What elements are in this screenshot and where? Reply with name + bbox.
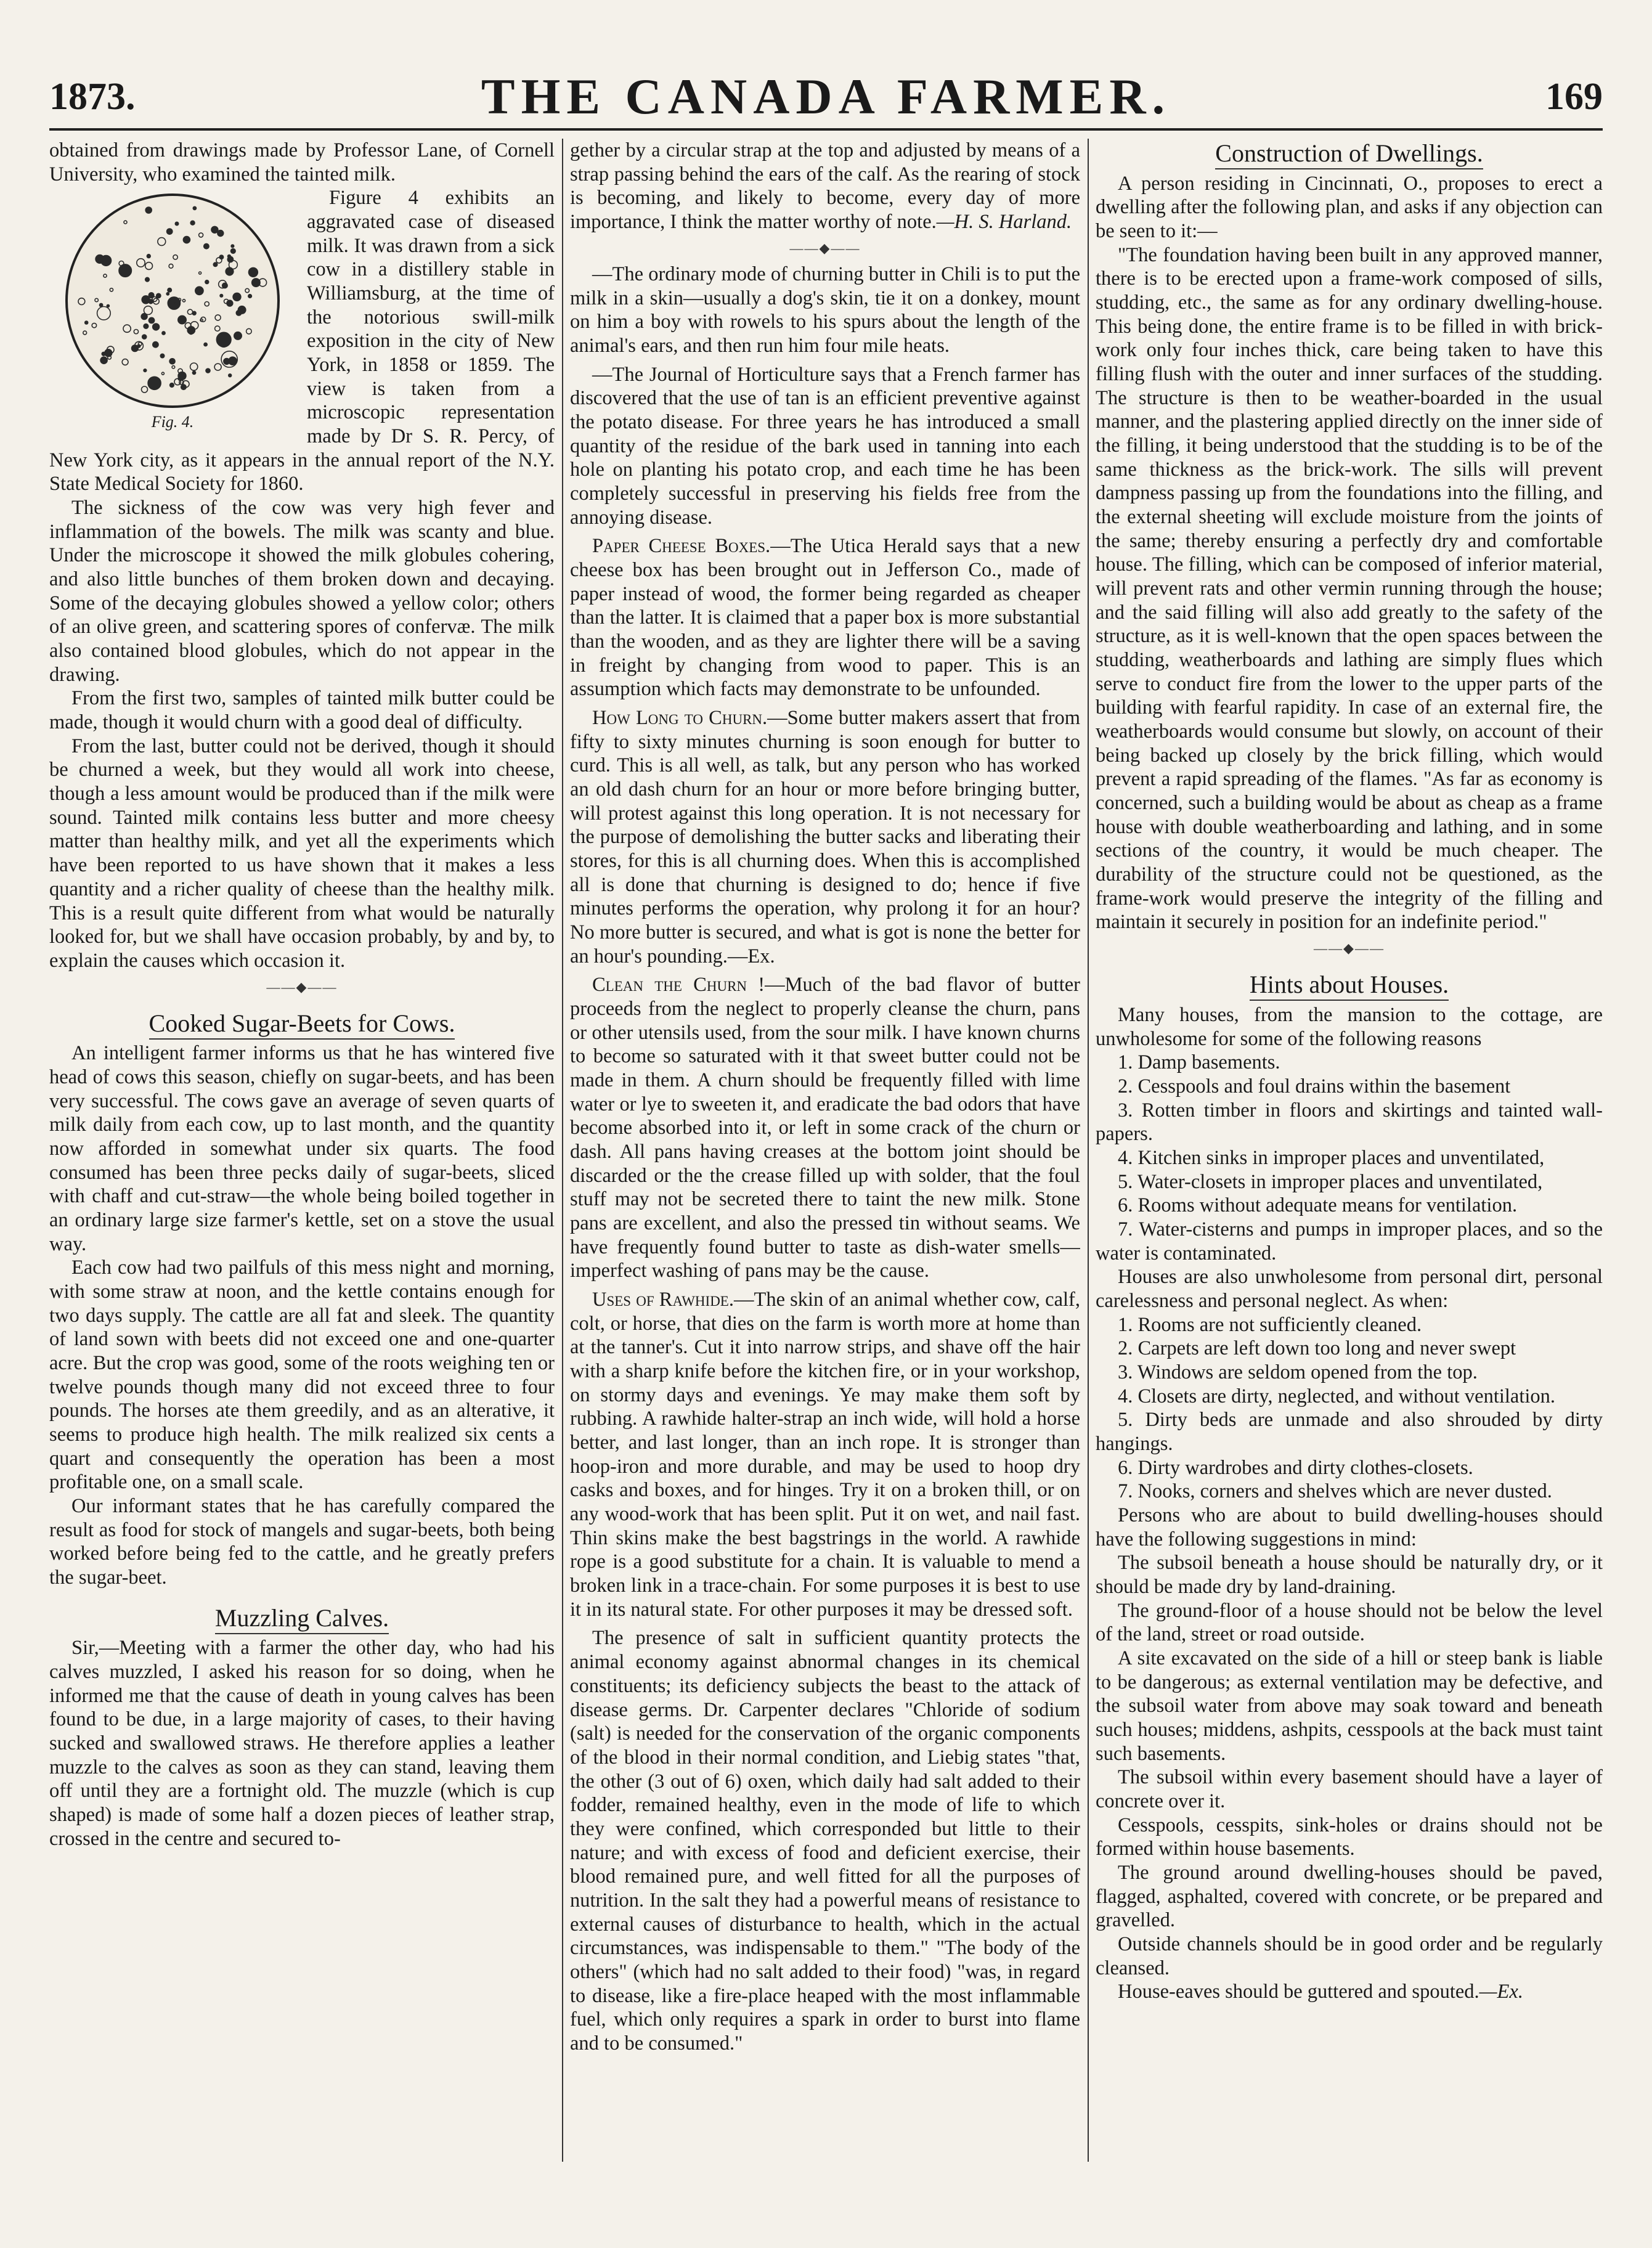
paragraph: The subsoil beneath a house should be naturally dry, or it should be made dry by land-draining. (1096, 1552, 1603, 1598)
paragraph-text: gether by a circular strap at the top and adjusted by means of a strap passing behind the ears of the calf. As the rearing of stock is becoming, and likely to become, every day of more importance, I think the matter worthy of note. (570, 139, 1080, 234)
milk-globule (216, 333, 231, 348)
milk-globule (149, 318, 154, 324)
list-unwholesome-reasons (1096, 1051, 1603, 1265)
paragraph: —The ordinary mode of churning butter in Chili is to put the milk in a skin—usually a dog's skin, tie it on a donkey, mount on him a boy with rowels to his spurs about the length of the animal's ears, and then run him four mile heats. (570, 263, 1080, 357)
milk-globule (211, 227, 218, 234)
paragraph: The sickness of the cow was very high fever and inflammation of the bowels. The milk was scanty and blue. Under the microscope it showed the milk globules cohering, and also little bunches of them broken down and decaying. Some of the decaying globules showed a yellow color; others of an olive green, and scattering spores of confervæ. The milk also contained blood globules, which do not appear in the drawing. (49, 497, 555, 686)
paragraph: Outside channels should be in good order and be regularly cleansed. (1096, 1933, 1603, 1979)
milk-globule (248, 295, 252, 298)
milk-globule (119, 264, 131, 277)
section-ornament: ——◆—— (266, 979, 338, 995)
milk-globule (157, 294, 161, 298)
column-2 (570, 139, 1080, 2180)
milk-globule (149, 293, 154, 298)
milk-globule (144, 369, 147, 372)
milk-globule (167, 229, 173, 234)
milk-globule (147, 255, 150, 258)
milk-globule (168, 288, 171, 292)
milk-globule (227, 257, 233, 263)
milk-globule (96, 255, 104, 264)
column-3 (1096, 139, 1603, 2180)
paragraph (570, 139, 1080, 234)
milk-globule (142, 335, 147, 339)
milk-globule (234, 332, 242, 340)
list-personal-neglect (1096, 1313, 1603, 1504)
paragraph: Sir,—Meeting with a farmer the other day, who had his calves muzzled, I asked his reason for so doing, when he informed me that the cause of death in young calves has been found to be due, in a large majority of cases, to their having sucked and swallowed straws. He therefore applies a leather muzzle to the calves as soon as they can stand, leaving them off until they are a fortnight old. The muzzle (which is cup shaped) is made of some half a dozen pieces of leather strap, crossed in the centre and secured to- (49, 1637, 555, 1850)
milk-globule (231, 249, 236, 254)
paragraph: —The Journal of Horticulture says that a French farmer has discovered that the use of tan is an efficient preventive against the potato disease. For three years he has introduced a small quantity of the residue of the bark used in tanning into each hole on planting his potato crop, and each time he has been completely successful in preserving his fields free from the annoying disease. (570, 363, 1080, 529)
milk-globule (178, 316, 186, 324)
milk-globule (85, 321, 88, 324)
column-rule (1088, 139, 1089, 2162)
milk-globule (229, 374, 232, 377)
milk-globule (192, 372, 195, 375)
masthead-title: THE CANADA FARMER. (481, 68, 1171, 124)
milk-globule (175, 222, 178, 226)
microscope-drawing (49, 190, 296, 412)
paragraph (570, 1288, 1080, 1621)
milk-globule (205, 280, 209, 284)
paragraph: The presence of salt in sufficient quantity protects the animal economy against abnormal changes in its chemical constituents; its deficiency subjects the beast to the attack of disease germs. Dr. Carpenter declares "Chloride of sodium (salt) is needed for the conservation of the organic components of the blood in their normal condition, and Liebig states "that, the other (3 out of 6) oxen, which daily had salt added to their fodder, remained healthy, even in the mode of life to which they were confined, which corresponded but little to their nature; and with excess of food and deficient exercise, their blood remained pure, and well fitted for all the purposes of nutrition. In the salt they had a powerful means of resistance to external causes of disturbance to health, which in the actual circumstances, was indispensable to them." "The body of the others" (which had no salt added to their food) "was, in regard to disease, like a fire-place heaped with the most inflammable fuel, which only requires a spark in order to burst into flame and to be consumed." (570, 1627, 1080, 2055)
list-item: 6. Dirty wardrobes and dirty clothes-closets. (1118, 1456, 1473, 1479)
paragraph: From the last, butter could not be derived, though it should be churned a week, but they would all work into cheese, though a less amount would be produced than if the milk were sound. Tainted milk contains less butter and more cheesy matter than healthy milk, and yet all the experiments which have been reported to us have shown that it makes a less quantity and a richer quality of cheese than the healthy milk. This is a result quite different from what would be naturally looked for, but we shall have occasion probably, by and by, to explain the causes which occasion it. (49, 735, 555, 972)
milk-globule (148, 377, 161, 390)
milk-globule (170, 299, 176, 304)
paragraph: An intelligent farmer informs us that he has wintered five head of cows this season, chiefly on sugar-beets, and has been very successful. The cows gave an average of seven quarts of milk daily from each cow, up to last month, and the quantity now afforded in somewhat under six quarts. The food consumed has been three pecks daily of sugar-beets, sliced with chaff and cut-straw—the whole being boiled together in an ordinary large size farmer's kettle, set on a stove the usual way. (49, 1042, 555, 1255)
paragraph (570, 973, 1080, 1283)
milk-globule (204, 343, 207, 346)
heading-text: Hints about Houses. (1250, 971, 1449, 1001)
milk-globule (252, 279, 260, 287)
milk-globule (145, 207, 152, 213)
milk-globule (102, 352, 105, 356)
header-rule (49, 128, 1603, 131)
paragraph: Cesspools, cesspits, sink-holes or drains should not be formed within house basements. (1096, 1814, 1603, 1860)
paragraph: The ground-floor of a house should not be below the level of the land, street or road outside. (1096, 1599, 1603, 1646)
milk-globule (100, 304, 103, 307)
paragraph-text: —The Utica Herald says that a new cheese box has been brought out in Jefferson Co., made of paper instead of wood, the former being regarded as cheaper than the latter. It is claimed that a paper box is more substantial than the wooden, and as they are lighter there will be a saving in freight by changing from wood to paper. This is an assumption which facts may demonstrate to be unfounded. (570, 535, 1080, 701)
column-1 (49, 139, 555, 2180)
paragraph: Persons who are about to build dwelling-houses should have the following suggestions in mind: (1096, 1504, 1603, 1550)
milk-globule (160, 354, 164, 358)
milk-globule (192, 312, 196, 316)
paragraph-text: —The skin of an animal whether cow, calf, colt, or horse, that dies on the farm is worth more at home than at the tanner's. Cut it into narrow strips, and shave off the hair with a sharp knife before the kitchen fire, or in your workshop, on stormy days and evenings. Ye may make them soft by rubbing. A rawhide halter-strap an inch wide, will hold a horse better, and last longer, than an inch rope. It is stronger than hoop-iron and more durable, and may be used to hoop dry casks and boxes, and for hinges. Try it on a broken thill, or on any wood-work that has been split. Put it on wet, and nail fast. Thin skins make the best bagstrings in the world. A rawhide rope is a good substitute for a chain. It is valuable to mend a broken link in a trace-chain. For some purposes it is best to use it in its natural state. For other purposes it may be dressed soft. (570, 1289, 1080, 1621)
header-year: 1873. (49, 76, 136, 118)
paragraph (1096, 1980, 1603, 2004)
list-item: 2. Cesspools and foul drains within the basement (1118, 1075, 1511, 1098)
paragraph: A site excavated on the side of a hill or steep bank is liable to be dangerous; as external ventilation may be defective, and the subsoil water from above may soak toward and beneath such houses; middens, ashpits, cesspools at the back must taint such basements. (1096, 1647, 1603, 1765)
column-rule (562, 139, 563, 2162)
signature: —Ex. (1479, 1981, 1523, 2003)
paragraph-lead: Uses of Rawhide. (592, 1289, 734, 1311)
list-item: 7. Water-cisterns and pumps in improper places, and so the water is contaminated. (1096, 1218, 1603, 1264)
list-item: 5. Water-closets in improper places and unventilated, (1118, 1170, 1543, 1193)
list-item: 1. Rooms are not sufficiently cleaned. (1118, 1313, 1422, 1336)
paragraph: obtained from drawings made by Professor Lane, of Cornell University, who examined the tainted milk. (49, 139, 555, 185)
paragraph-text: House-eaves should be guttered and spouted. (1118, 1981, 1479, 2003)
milk-globule (141, 314, 147, 320)
milk-globule (206, 369, 210, 373)
paragraph: From the first two, samples of tainted milk butter could be made, though it would churn with a good deal of difficulty. (49, 687, 555, 734)
milk-globule (195, 287, 203, 295)
paragraph: The subsoil within every basement should have a layer of concrete over it. (1096, 1766, 1603, 1813)
paragraph-lead: Paper Cheese Boxes. (592, 535, 771, 558)
milk-globule (162, 332, 165, 335)
figure-caption: Fig. 4. (151, 413, 194, 431)
list-item: 7. Nooks, corners and shelves which are never dusted. (1118, 1480, 1552, 1503)
paragraph: Each cow had two pailfuls of this mess night and morning, with some straw at noon, and the kettle contains enough for two days supply. The cattle are all fat and sleek. The quantity of land sown with beets did not exceed one and one-quarter acre. But the crop was good, some of the roots weighing ten or twelve pounds though many did not exceed three to four pounds. The horses ate them greedily, and as an alterative, it seems to produce high health. The milk realized six cents a quart and consequently the operation has been a most profitable one, on a small scale. (49, 1256, 555, 1494)
milk-globule (166, 293, 169, 295)
list-item: 3. Windows are seldom opened from the top. (1118, 1361, 1478, 1383)
heading-text: Cooked Sugar-Beets for Cows. (149, 1009, 455, 1040)
paragraph-lead: Clean the Churn ! (592, 974, 765, 996)
milk-globule (236, 311, 241, 316)
milk-globule (213, 263, 217, 266)
paragraph: Houses are also unwholesome from personal dirt, personal carelessness and personal neglect. As when: (1096, 1266, 1603, 1312)
milk-globule (226, 268, 234, 276)
milk-globule (218, 230, 224, 237)
page-number: 169 (1545, 76, 1603, 118)
milk-globule (132, 345, 139, 352)
milk-globule (193, 207, 196, 210)
milk-globule (145, 278, 150, 282)
list-item: 5. Dirty beds are unmade and also shrouded by dirty hangings. (1096, 1409, 1603, 1455)
milk-globule (144, 324, 149, 329)
section-heading (1096, 139, 1603, 168)
milk-globule (183, 237, 190, 243)
list-item: 2. Carpets are left down too long and never swept (1118, 1337, 1516, 1360)
paragraph: Many houses, from the mansion to the cottage, are unwholesome for some of the following reasons (1096, 1003, 1603, 1050)
milk-globule (187, 327, 195, 334)
page-header (49, 62, 1603, 129)
section-heading (1096, 970, 1603, 1000)
list-item: 3. Rotten timber in floors and skirtings and tainted wall-papers. (1096, 1099, 1603, 1146)
milk-globule (204, 244, 209, 249)
list-item: 1. Damp basements. (1118, 1051, 1280, 1074)
signature: —H. S. Harland. (936, 211, 1072, 234)
list-item: 4. Closets are dirty, neglected, and without ventilation. (1118, 1385, 1556, 1407)
milk-globule (170, 383, 174, 388)
paragraph: "The foundation having been built in any approved manner, there is to be erected upon a frame-work composed of sills, studding, etc., the same as for any ordinary dwelling-house. This being done, the entire frame is to be filled in with brick-work only four inches thick, care being taken to have this filling flush with the outer and inner surfaces of the studding. The structure is then to be weather-boarded in the usual manner, and the plastering applied directly on the inner side of the filling, it being understood that the studding is to be of the same thickness as the brick-work. The sills will prevent dampness passing up from the foundations into the filling, and the external sheeting will exclude moisture from the joints of the same; thereby ensuring a perfectly dry and comfortable house. The filling, which can be composed of inferior material, will prevent rats and other vermin running through the house; and the said filling will also add greatly to the safety of the structure, as it is well-known that the open spaces between the studding, weatherboards and lathing are simply flues which serve to conduct fire from the lower to the upper parts of the building with fearful rapidity. In case of an external fire, the weatherboards would consume but slowly, on account of their being backed up closely by the brick filling, which would prevent a rapid spreading of the flames. "As far as economy is concerned, such a building would be about as cheap as a frame house with double weatherboarding and lathing, and in some sections of the country, it would be much cheaper. The durability of the structure could not be questioned, as the frame-work would preserve the integrity of the filling and maintain it securely in position for an indefinite period." (1096, 243, 1603, 934)
milk-globule (107, 305, 109, 307)
heading-text: Construction of Dwellings. (1215, 139, 1483, 169)
figure-4 (49, 190, 296, 432)
section-heading (49, 1009, 555, 1038)
milk-globule (169, 359, 175, 364)
paragraph (570, 706, 1080, 968)
list-item: 6. Rooms without adequate means for ventilation. (1118, 1194, 1518, 1217)
paragraph-text: —Much of the bad flavor of butter proceeds from the neglect to properly cleanse the churn, pans or other utensils used, from the sour milk. I have known churns to become so saturated with it that sweet butter could not be made in them. A churn should be frequently filled with lime water or lye to sweeten it, and eradicate the bad odors that have become absorbed into it, or left in some crack of the churn or dash. All pans having creases at the bottom joint should be discarded or the the crease filled up with solder, that the foul stuff may not be secreted there to taint the new milk. Stone pans are excellent, and also the pressed tin without seams. We have frequently found butter to taste as dish-water smells—imperfect washing of pans may be the cause. (570, 974, 1080, 1282)
paragraph: A person residing in Cincinnati, O., proposes to erect a dwelling after the following plan, and asks if any objection can be seen to it:— (1096, 172, 1603, 242)
paragraph-lead: How Long to Churn. (592, 706, 768, 729)
milk-globule (249, 268, 258, 277)
milk-globule (190, 221, 195, 226)
milk-globule (233, 293, 241, 301)
milk-globule (224, 359, 230, 365)
paragraph: Figure 4 exhibits an aggravated case of diseased milk. It was drawn from a sick cow in a distillery stable in Williamsburg, at the time of the notorious swill-milk exposition in the city of New York, in 1858 or 1859. The view is taken from a microscopic representation made by Dr S. R. Percy, of New York city, as it appears in the annual report of the N.Y. State Medical Society for 1860. (49, 187, 555, 495)
paragraph: The ground around dwelling-houses should be paved, flagged, asphalted, covered with concrete, or be prepared and gravelled. (1096, 1862, 1603, 1932)
section-ornament: ——◆—— (1314, 940, 1385, 956)
heading-text: Muzzling Calves. (215, 1604, 389, 1634)
milk-globule (100, 357, 107, 364)
milk-globule (220, 295, 223, 298)
milk-globule (153, 324, 160, 330)
paragraph (570, 534, 1080, 701)
paragraph: Our informant states that he has carefully compared the result as food for stock of mangels and sugar-beets, both being worked before being fed to the cattle, and he greatly prefers the sugar-beet. (49, 1495, 555, 1589)
milk-globule (231, 245, 234, 248)
section-heading (49, 1603, 555, 1633)
section-ornament: ——◆—— (789, 240, 861, 256)
paragraph-text: —Some butter makers assert that from fifty to sixty minutes churning is soon enough for butter to curd. This is all well, as talk, but any person who has worked an old dash churn for an hour or more before bringing butter, will protest against this long operation. It is not necessary for the purpose of demolishing the butter sacks and liberating their stores, for this is all churning does. When this is accomplished all is done that churning is designed to do; hence if five minutes performs the operation, why prolong it for an hour? No more butter is secured, and what is got is none the better for an hour's pounding.—Ex. (570, 706, 1080, 967)
milk-globule (153, 342, 158, 348)
list-item: 4. Kitchen sinks in improper places and unventilated, (1118, 1146, 1545, 1169)
